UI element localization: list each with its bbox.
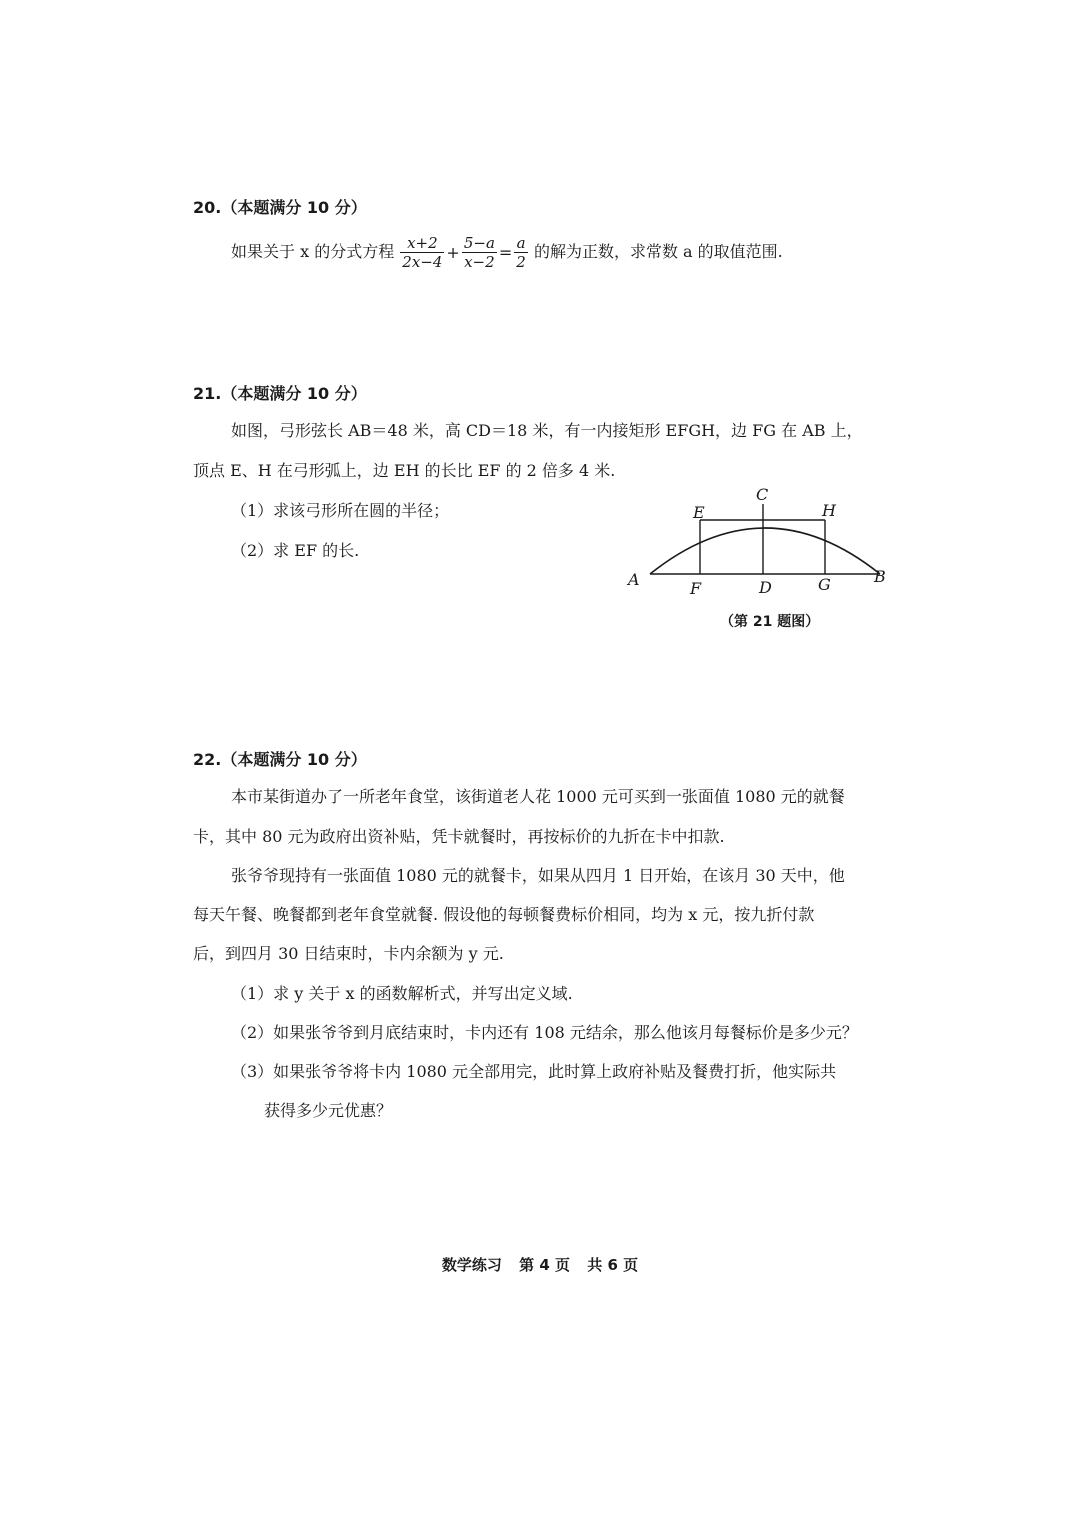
q21-line-2: 顶点 E、H 在弓形弧上，边 EH 的长比 EF 的 2 倍多 4 米. (193, 461, 616, 480)
label-b: B (874, 567, 886, 586)
label-d: D (759, 578, 772, 597)
q22-p1-line-1: 本市某街道办了一所老年食堂，该街道老人花 1000 元可买到一张面值 1080 元的就餐 (231, 787, 845, 806)
q22-number: 22. (193, 750, 222, 769)
q21-score: （本题满分 10 分） (221, 384, 367, 403)
q22-subquestion-2: （2）如果张爷爷到月底结束时，卡内还有 108 元结余，那么他该月每餐标价是多少元？ (231, 1023, 858, 1042)
q22-p2-line-2: 每天午餐、晚餐都到老年食堂就餐. 假设他的每顿餐费标价相同，均为 x 元，按九折付款 (193, 905, 815, 924)
footer-page-number: 第 4 页 (519, 1256, 570, 1274)
q20-plus: + (446, 242, 460, 262)
q20-fraction-3 (514, 234, 528, 271)
q22-subquestion-3-line-1: （3）如果张爷爷将卡内 1080 元全部用完，此时算上政府补贴及餐费打折，他实际共 (231, 1062, 837, 1081)
q20-number: 20. (193, 198, 222, 217)
q20-fraction-1 (400, 234, 444, 271)
q20-frac2-denominator: x−2 (464, 253, 495, 271)
q20-frac3-numerator: a (514, 234, 528, 253)
q22-subquestion-3-line-2: 获得多少元优惠？ (264, 1101, 393, 1120)
q21-subquestion-1: （1）求该弓形所在圆的半径； (231, 501, 450, 520)
label-f: F (690, 579, 702, 598)
q22-header (193, 747, 367, 770)
q20-fraction-2 (462, 234, 497, 271)
arc-ab (650, 528, 880, 574)
label-h: H (822, 501, 836, 520)
q22-subquestion-1: （1）求 y 关于 x 的函数解析式，并写出定义域. (231, 984, 573, 1003)
q21-number: 21. (193, 384, 222, 403)
q21-line-1: 如图，弓形弦长 AB＝48 米，高 CD＝18 米，有一内接矩形 EFGH，边 FG 在 AB 上， (231, 421, 863, 440)
q20-frac1-denominator: 2x−4 (402, 253, 443, 271)
q20-score: （本题满分 10 分） (221, 198, 367, 217)
label-c: C (756, 485, 769, 504)
q22-p2-line-1: 张爷爷现持有一张面值 1080 元的就餐卡，如果从四月 1 日开始，在该月 30 天中，他 (231, 866, 845, 885)
q20-header (193, 195, 367, 218)
q20-statement (231, 232, 783, 273)
footer-page-total: 共 6 页 (587, 1256, 639, 1274)
q20-text-after: 的解为正数，求常数 a 的取值范围. (533, 242, 783, 261)
q20-frac2-numerator: 5−a (463, 234, 495, 252)
label-g: G (818, 575, 831, 594)
q21-figure-caption: （第 21 题图） (720, 614, 820, 630)
footer-subject: 数学练习 (441, 1256, 502, 1274)
label-a: A (628, 570, 640, 589)
q20-frac3-denominator: 2 (516, 253, 526, 271)
q22-p1-line-2: 卡，其中 80 元为政府出资补贴，凭卡就餐时，再按标价的九折在卡中扣款. (193, 827, 725, 846)
q20-equals: = (498, 242, 513, 262)
q21-figure (620, 482, 920, 602)
q22-p2-line-3: 后，到四月 30 日结束时，卡内余额为 y 元. (193, 944, 504, 963)
label-e: E (693, 503, 705, 522)
q20-frac1-numerator: x+2 (400, 234, 444, 253)
q22-score: （本题满分 10 分） (221, 750, 367, 769)
page-footer (0, 1254, 1080, 1275)
q21-subquestion-2: （2）求 EF 的长. (231, 541, 360, 560)
q20-text-before: 如果关于 x 的分式方程 (231, 242, 395, 261)
q21-header (193, 381, 367, 404)
